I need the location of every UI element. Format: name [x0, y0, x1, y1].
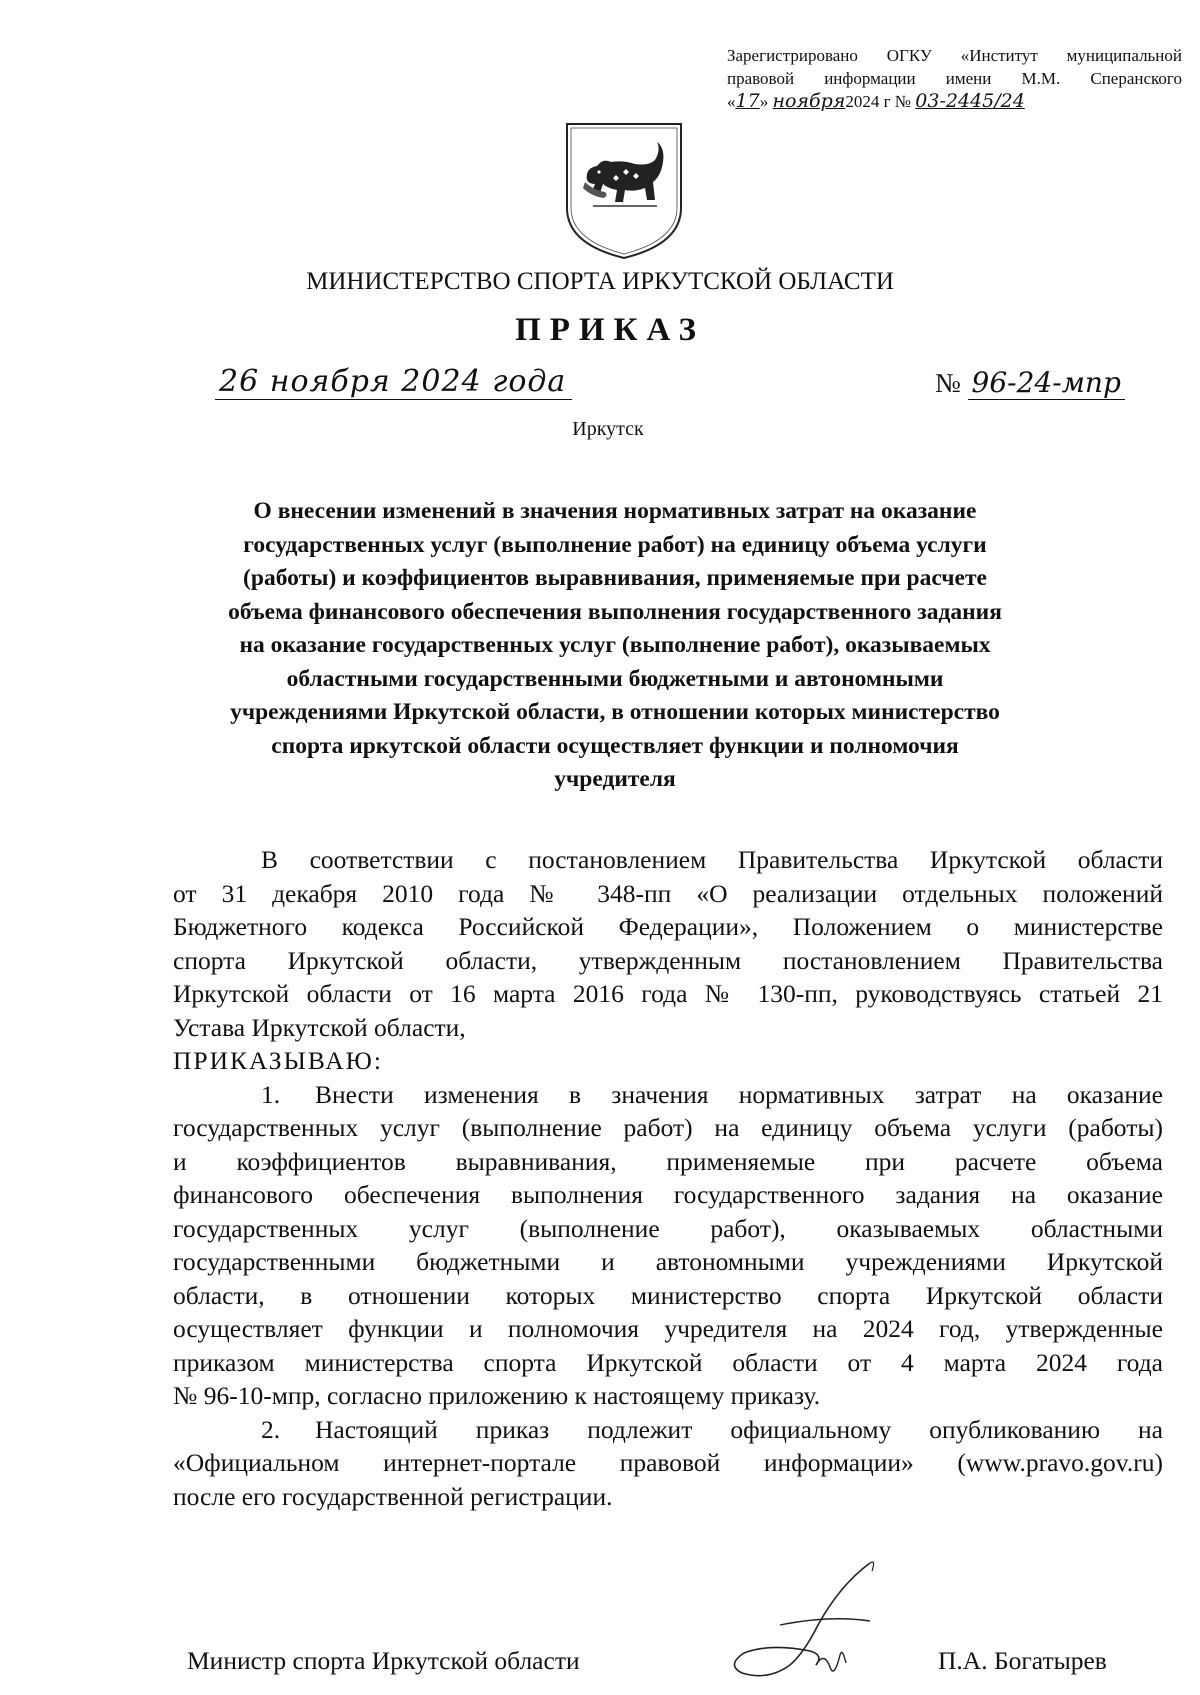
- city: Иркутск: [572, 418, 644, 440]
- document-type-title: ПРИКАЗ: [515, 312, 705, 348]
- item-1-line: государственных услуг (выполнение работ) на единицу объема услуги (работы): [173, 1113, 1163, 1142]
- item-2-first-line: [173, 1413, 1163, 1447]
- item-2-line: «Официальном интернет-портале правовой информации» (www.pravo.gov.ru): [173, 1448, 1163, 1477]
- registration-quote-open: «: [727, 92, 736, 111]
- heading-line: учреждениями Иркутской области, в отношении которых министерство: [230, 699, 1000, 725]
- registration-stamp: [727, 44, 1182, 113]
- handwritten-signature-icon: [720, 1555, 900, 1695]
- registration-line-3: [727, 90, 1182, 113]
- preamble-line: В соответствии с постановлением Правительства Иркутской области: [261, 845, 1163, 874]
- item-1-line: осуществляет функции и полномочия учредителя на 2024 год, утвержденные: [173, 1314, 1163, 1343]
- registration-year: 2024 г: [845, 92, 891, 111]
- item-2-line: после его государственной регистрации.: [173, 1481, 613, 1511]
- item-1-text: Внести изменения в значения нормативных затрат на оказание: [315, 1079, 1163, 1109]
- item-1-line: государственными бюджетными и автономными учреждениями Иркутской: [173, 1247, 1163, 1276]
- registration-day: 17: [735, 90, 760, 112]
- item-1-line: государственных услуг (выполнение работ), оказываемых областными: [173, 1213, 1163, 1243]
- item-2-text: Настоящий приказ подлежит официальному опубликованию на: [315, 1414, 1163, 1444]
- ministry-name: МИНИСТЕРСТВО СПОРТА ИРКУТСКОЙ ОБЛАСТИ: [306, 268, 894, 295]
- signer-position: Министр спорта Иркутской области: [187, 1646, 580, 1675]
- heading-line: спорта иркутской области осуществляет функции и полномочия: [271, 732, 959, 759]
- heading-line: объема финансового обеспечения выполнения государственного задания: [228, 598, 1002, 625]
- preamble-line: Иркутской области от 16 марта 2016 года № 130-пп, руководствуясь статьей 21: [173, 979, 1163, 1008]
- preamble-line: Устава Иркутской области,: [173, 1012, 466, 1042]
- order-number-label: №: [935, 368, 961, 398]
- signer-name: П.А. Богатырев: [938, 1646, 1107, 1675]
- registration-line-1: Зарегистрировано ОГКУ «Институт муниципальной: [727, 46, 1182, 65]
- heading-line: государственных услуг (выполнение работ) на единицу объема услуги: [243, 531, 987, 558]
- registration-line-2: правовой информации имени М.М. Сперанского: [727, 69, 1182, 88]
- heading-line: учредителя: [554, 766, 676, 792]
- document-body: [173, 843, 1163, 1513]
- registration-month: ноября: [772, 90, 846, 112]
- item-1-line: области, в отношении которых министерство спорта Иркутской области: [173, 1280, 1163, 1310]
- item-1-line: и коэффициентов выравнивания, применяемые при расчете объема: [173, 1146, 1163, 1176]
- heading-line: областными государственными бюджетными и автономными: [286, 665, 944, 692]
- registration-number-label: №: [894, 92, 912, 111]
- order-number-block: [935, 366, 1125, 399]
- preamble-line: Бюджетного кодекса Российской Федерации», Положением о министерстве: [173, 912, 1163, 941]
- order-word: ПРИКАЗЫВАЮ:: [173, 1046, 383, 1075]
- heading-line: О внесении изменений в значения нормативных затрат на оказание: [253, 498, 977, 524]
- registration-quote-close: »: [759, 92, 769, 111]
- preamble-line: спорта Иркутской области, утвержденным постановлением Правительства: [173, 945, 1163, 975]
- registration-number: 03-2445/24: [915, 90, 1025, 112]
- item-2-number: 2.: [261, 1414, 281, 1444]
- item-1-first-line: [173, 1078, 1163, 1112]
- item-1-line: финансового обеспечения выполнения государственного задания на оказание: [173, 1180, 1163, 1209]
- heading-line: (работы) и коэффициентов выравнивания, применяемые при расчете: [243, 565, 987, 591]
- heading-line: на оказание государственных услуг (выполнение работ), оказываемых: [239, 632, 991, 658]
- order-number: 96-24-мпр: [968, 366, 1125, 400]
- item-1-line: № 96-10-мпр, согласно приложению к настоящему приказу.: [173, 1381, 821, 1410]
- order-date: 26 ноября 2024 года: [215, 364, 572, 400]
- document-heading: [170, 495, 1060, 797]
- item-1-number: 1.: [261, 1079, 281, 1109]
- item-1-line: приказом министерства спорта Иркутской области от 4 марта 2024 года: [173, 1347, 1163, 1377]
- preamble-line: от 31 декабря 2010 года № 348-пп «О реализации отдельных положений: [173, 878, 1163, 908]
- irkutsk-coat-of-arms-babr-icon: [563, 120, 685, 262]
